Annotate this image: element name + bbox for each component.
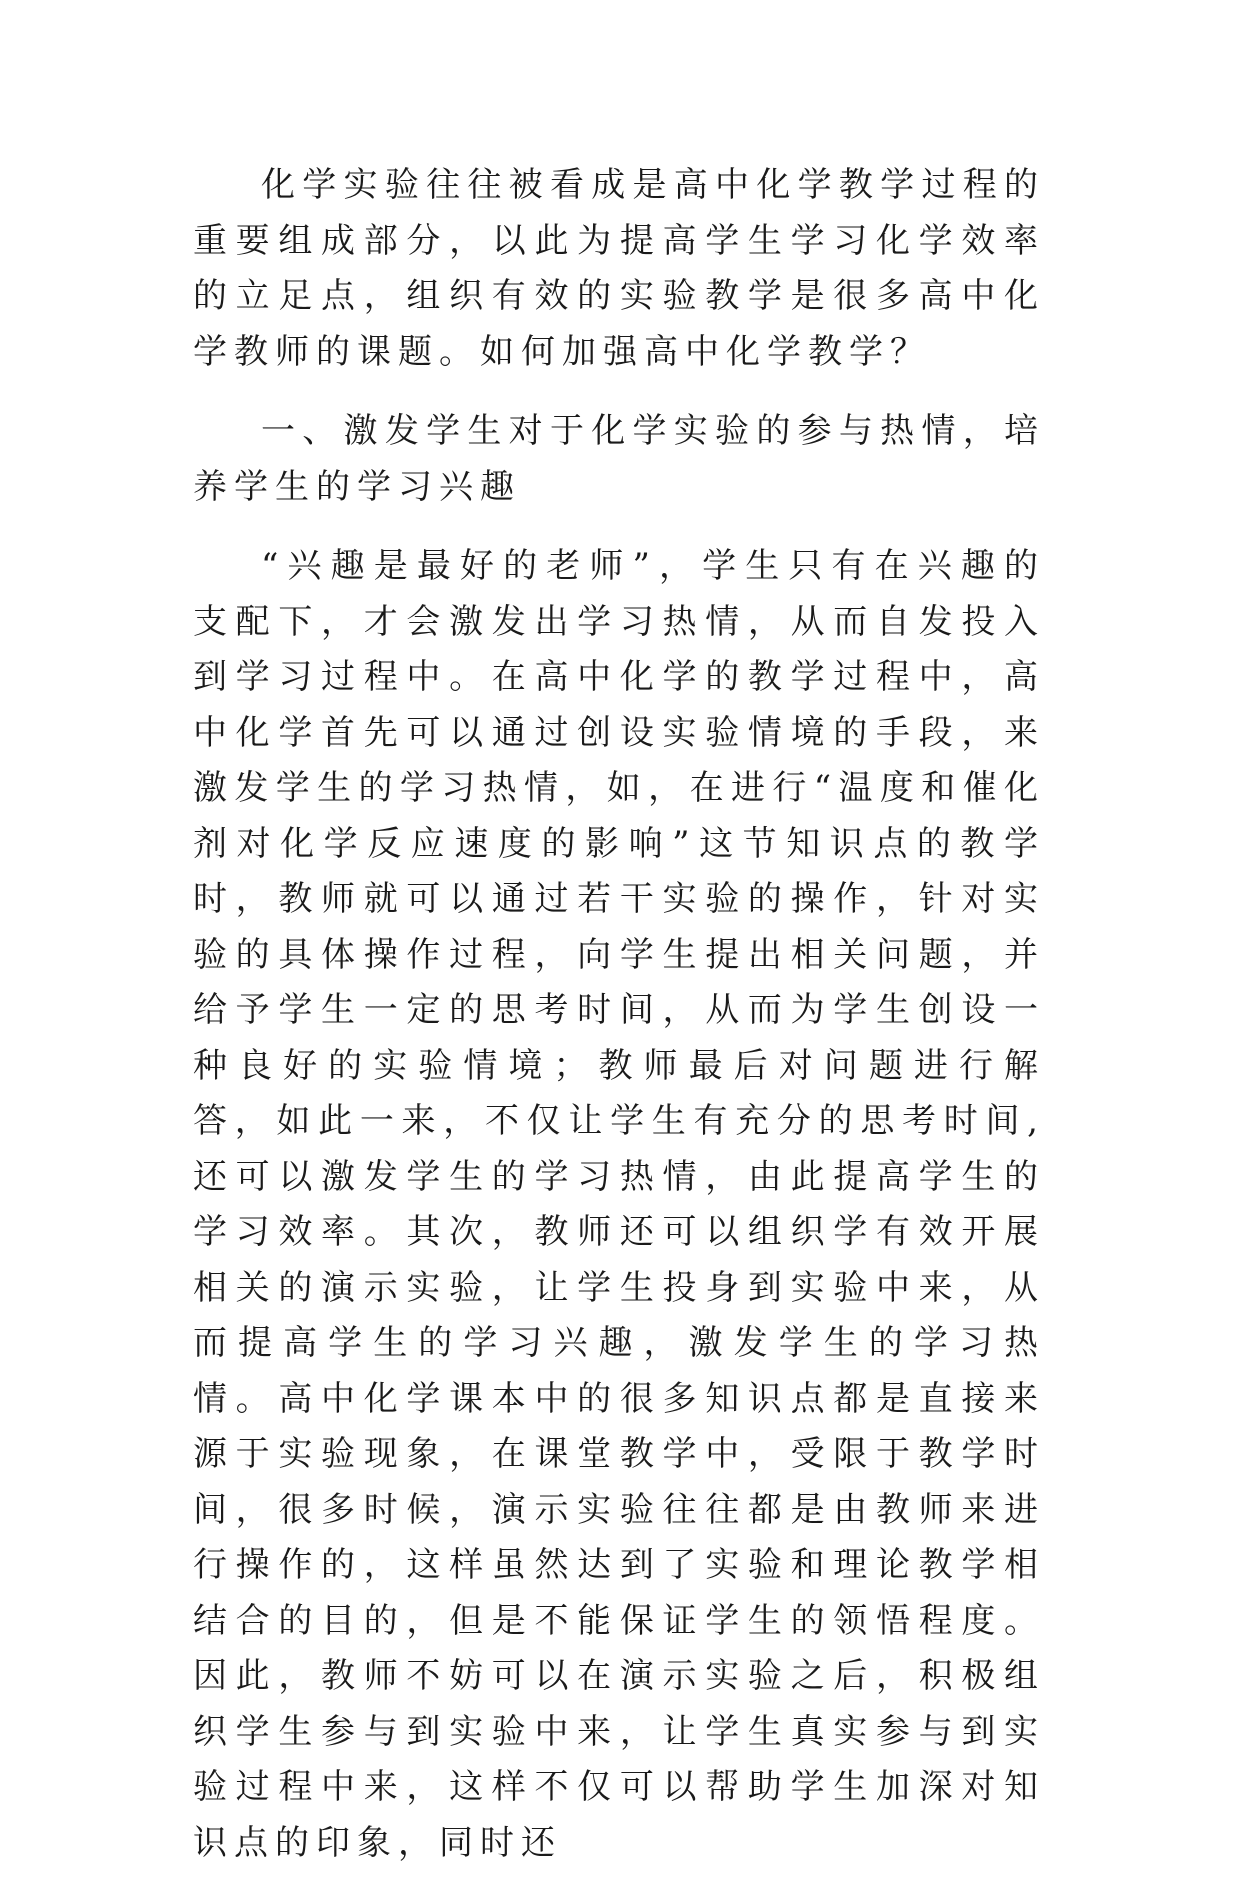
body-paragraph: “兴趣是最好的老师”，学生只有在兴趣的支配下，才会激发出学习热情，从而自发投入到学习过程中。在高中化学的教学过程中，高中化学首先可以通过创设实验情境的手段，来激发学生的学习热情，如，在进行“温度和催化剂对化学反应速度的影响”这节知识点的教学时，教师就可以通过若干实验的操作，针对实验的具体操作过程，向学生提出相关问题，并给予学生一定的思考时间，从而为学生创设一种良好的实验情境；教师最后对问题进行解答，如此一来，不仅让学生有充分的思考时间,还可以激发学生的学习热情，由此提高学生的学习效率。其次，教师还可以组织学有效开展相关的演示实验，让学生投身到实验中来，从而提高学生的学习兴趣，激发学生的学习热情。高中化学课本中的很多知识点都是直接来源于实验现象，在课堂教学中，受限于教学时间，很多时候，演示实验往往都是由教师来进行操作的，这样虽然达到了实验和理论教学相结合的目的，但是不能保证学生的领悟程度。因此，教师不妨可以在演示实验之后，积极组织学生参与到实验中来，让学生真实参与到实验过程中来，这样不仅可以帮助学生加深对知识点的印象，同时还: [193, 546, 1045, 1863]
section-heading: 一、激发学生对于化学实验的参与热情，培养学生的学习兴趣: [193, 411, 1045, 507]
intro-paragraph: 化学实验往往被看成是高中化学教学过程的重要组成部分，以此为提高学生学习化学效率的立足点，组织有效的实验教学是很多高中化学教师的课题。如何加强高中化学教学？: [193, 165, 1045, 372]
document-body: [193, 158, 1045, 1895]
